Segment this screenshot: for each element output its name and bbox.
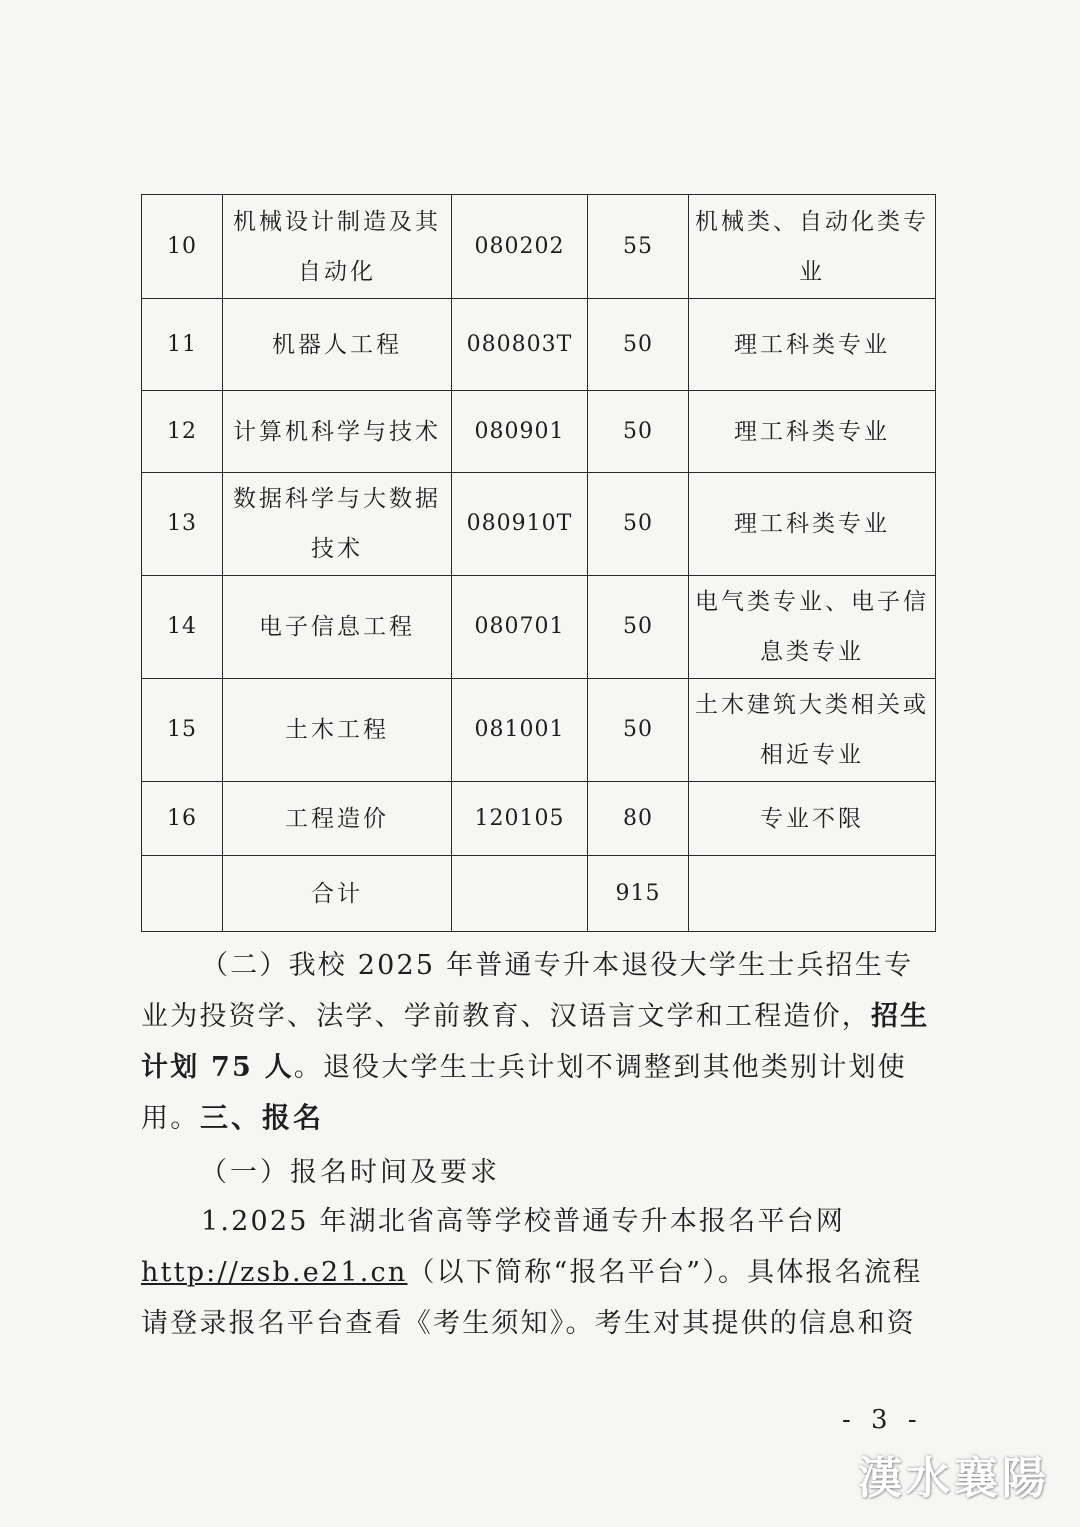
row-number: 10	[142, 195, 223, 299]
total-label: 合计	[223, 856, 452, 932]
table-row	[142, 299, 936, 391]
table-row	[142, 195, 936, 299]
plan-count: 80	[588, 782, 689, 856]
major-code: 120105	[452, 782, 588, 856]
row-number: 11	[142, 299, 223, 391]
row-number: 15	[142, 679, 223, 782]
empty-cell	[142, 856, 223, 932]
major-name: 工程造价	[223, 782, 452, 856]
section-heading: 三、报名	[200, 1101, 325, 1134]
major-name: 土木工程	[223, 679, 452, 782]
empty-cell	[689, 856, 936, 932]
major-name: 数据科学与大数据技术	[223, 473, 452, 576]
major-code: 081001	[452, 679, 588, 782]
row-number: 14	[142, 576, 223, 679]
major-code: 080901	[452, 391, 588, 473]
plan-count: 55	[588, 195, 689, 299]
requirement: 理工科类专业	[689, 391, 936, 473]
para-text-bold: 招生计划 75 人	[141, 1001, 930, 1083]
table-row	[142, 473, 936, 576]
requirement: 机械类、自动化类专业	[689, 195, 936, 299]
plan-count: 50	[588, 473, 689, 576]
table-row	[142, 576, 936, 679]
major-code: 080803T	[452, 299, 588, 391]
para-text-a: （二）我校 2025 年普通专升本退役大学生士兵招生专业为投资学、法学、学前教育、汉语言文学和工程造价，	[141, 950, 914, 1032]
table-row	[142, 391, 936, 473]
row-number: 13	[142, 473, 223, 576]
watermark-logo: 漢水襄陽	[858, 1453, 1050, 1504]
requirement: 土木建筑大类相关或相近专业	[689, 679, 936, 782]
major-name: 机械设计制造及其自动化	[223, 195, 452, 299]
subsection-heading: （一）报名时间及要求	[200, 1157, 500, 1188]
major-name: 计算机科学与技术	[223, 391, 452, 473]
empty-cell	[452, 856, 588, 932]
enrollment-table	[141, 194, 936, 932]
registration-link[interactable]: http://zsb.e21.cn	[141, 1257, 408, 1288]
major-code: 080701	[452, 576, 588, 679]
item-text-b: （以下简称“报名平台”）。具体报名流程请登录报名平台查看《考生须知》。考生对其提供的信息和资	[141, 1257, 923, 1339]
requirement: 理工科类专业	[689, 473, 936, 576]
row-number: 16	[142, 782, 223, 856]
major-code: 080202	[452, 195, 588, 299]
plan-count: 50	[588, 391, 689, 473]
total-value: 915	[588, 856, 689, 932]
requirement: 电气类专业、电子信息类专业	[689, 576, 936, 679]
requirement: 专业不限	[689, 782, 936, 856]
page-number: - 3 -	[842, 1405, 923, 1435]
table-row	[142, 679, 936, 782]
plan-count: 50	[588, 576, 689, 679]
row-number: 12	[142, 391, 223, 473]
plan-count: 50	[588, 679, 689, 782]
table-total-row	[142, 856, 936, 932]
major-code: 080910T	[452, 473, 588, 576]
item-text-a: 1.2025 年湖北省高等学校普通专升本报名平台网	[201, 1206, 846, 1237]
table-row	[142, 782, 936, 856]
para-text-c: 。退役大学生士兵计划不调整到其他类别计划使用。	[141, 1052, 907, 1134]
major-name: 机器人工程	[223, 299, 452, 391]
paragraph-registration	[141, 1196, 931, 1349]
requirement: 理工科类专业	[689, 299, 936, 391]
major-name: 电子信息工程	[223, 576, 452, 679]
plan-count: 50	[588, 299, 689, 391]
